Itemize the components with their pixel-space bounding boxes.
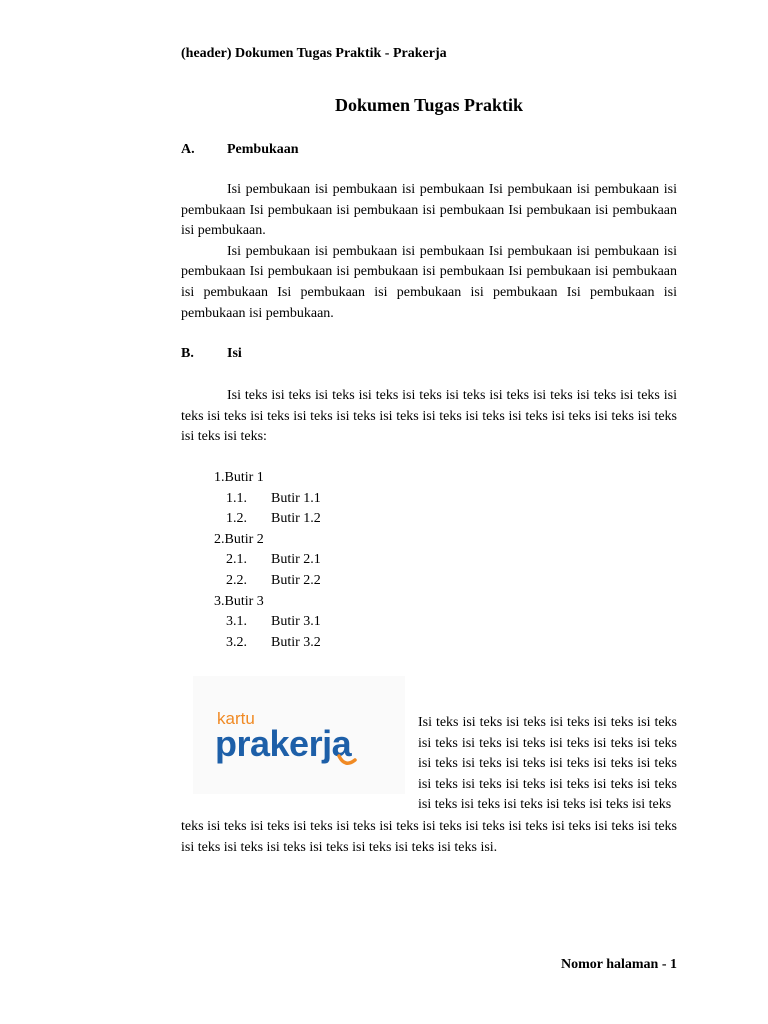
list-subitem-label: Butir 2.2 <box>271 572 321 588</box>
list-subitem <box>214 489 321 510</box>
section-a-heading <box>181 142 299 158</box>
list-subitem <box>214 509 321 530</box>
list-subitem <box>214 571 321 592</box>
section-b-body <box>181 386 677 448</box>
list-subitem-label: Butir 1.1 <box>271 490 321 506</box>
section-a-title: Pembukaan <box>227 142 299 157</box>
list-subitem-number: 1.2. <box>226 511 247 527</box>
logo-prakerja-text: prakerja <box>215 723 352 764</box>
paragraph: Isi pembukaan isi pembukaan isi pembukaan Isi pembukaan isi pembukaan isi pembukaan Isi pembukaan isi pembukaan isi pembukaan Isi pembukaan isi pembukaan isi pembukaan. <box>181 182 677 239</box>
wrapped-text-beside-logo: Isi teks isi teks isi teks isi teks isi teks isi teks isi teks isi teks isi teks isi teks isi teks isi teks isi teks isi teks isi teks isi teks isi teks isi teks isi teks isi teks isi teks isi teks isi teks isi teks isi teks isi teks isi teks isi teks isi teks isi teks <box>418 715 677 813</box>
list-item: 1.Butir 1 <box>214 470 264 485</box>
list-subitem <box>214 612 321 633</box>
list-subitem-number: 3.2. <box>226 634 247 650</box>
section-b-number: B. <box>181 346 194 361</box>
kartu-prakerja-logo <box>193 676 405 794</box>
section-a-body <box>181 180 677 324</box>
numbered-list <box>214 468 321 653</box>
list-subitem-label: Butir 1.2 <box>271 511 321 527</box>
page-number: Nomor halaman - 1 <box>560 957 677 972</box>
list-subitem-number: 3.1. <box>226 614 247 630</box>
list-subitem-number: 2.1. <box>226 552 247 568</box>
section-b-heading <box>181 346 242 362</box>
logo-kartu-text: kartu <box>217 709 255 728</box>
paragraph: Isi pembukaan isi pembukaan isi pembukaan Isi pembukaan isi pembukaan isi pembukaan Isi pembukaan isi pembukaan isi pembukaan Isi pembukaan isi pembukaan isi pembukaan Isi pembukaan isi pembukaan isi pembukaan Isi pembukaan isi pembukaan isi pembukaan. <box>181 243 677 321</box>
section-a-number: A. <box>181 142 195 157</box>
list-subitem <box>214 550 321 571</box>
list-subitem-number: 1.1. <box>226 490 247 506</box>
logo-graphic <box>193 676 405 794</box>
wrapped-text-below-logo: teks isi teks isi teks isi teks isi teks isi teks isi teks isi teks isi teks isi teks isi teks isi teks isi teks isi teks isi teks isi teks isi teks isi teks isi teks isi. <box>181 819 677 855</box>
list-subitem-number: 2.2. <box>226 572 247 588</box>
list-subitem-label: Butir 3.2 <box>271 634 321 650</box>
page-header: (header) Dokumen Tugas Praktik - Prakerja <box>181 46 447 61</box>
list-item: 3.Butir 3 <box>214 593 264 609</box>
paragraph: Isi teks isi teks isi teks isi teks isi teks isi teks isi teks isi teks isi teks isi teks isi teks isi teks isi teks isi teks isi teks isi teks isi teks isi teks isi teks isi teks isi teks isi teks isi teks isi teks: <box>181 388 677 445</box>
document-title: Dokumen Tugas Praktik <box>334 95 524 115</box>
list-item: 2.Butir 2 <box>214 531 264 547</box>
list-subitem-label: Butir 3.1 <box>271 614 321 630</box>
list-subitem <box>214 633 321 654</box>
list-subitem-label: Butir 2.1 <box>271 552 321 568</box>
section-b-title: Isi <box>227 346 242 361</box>
